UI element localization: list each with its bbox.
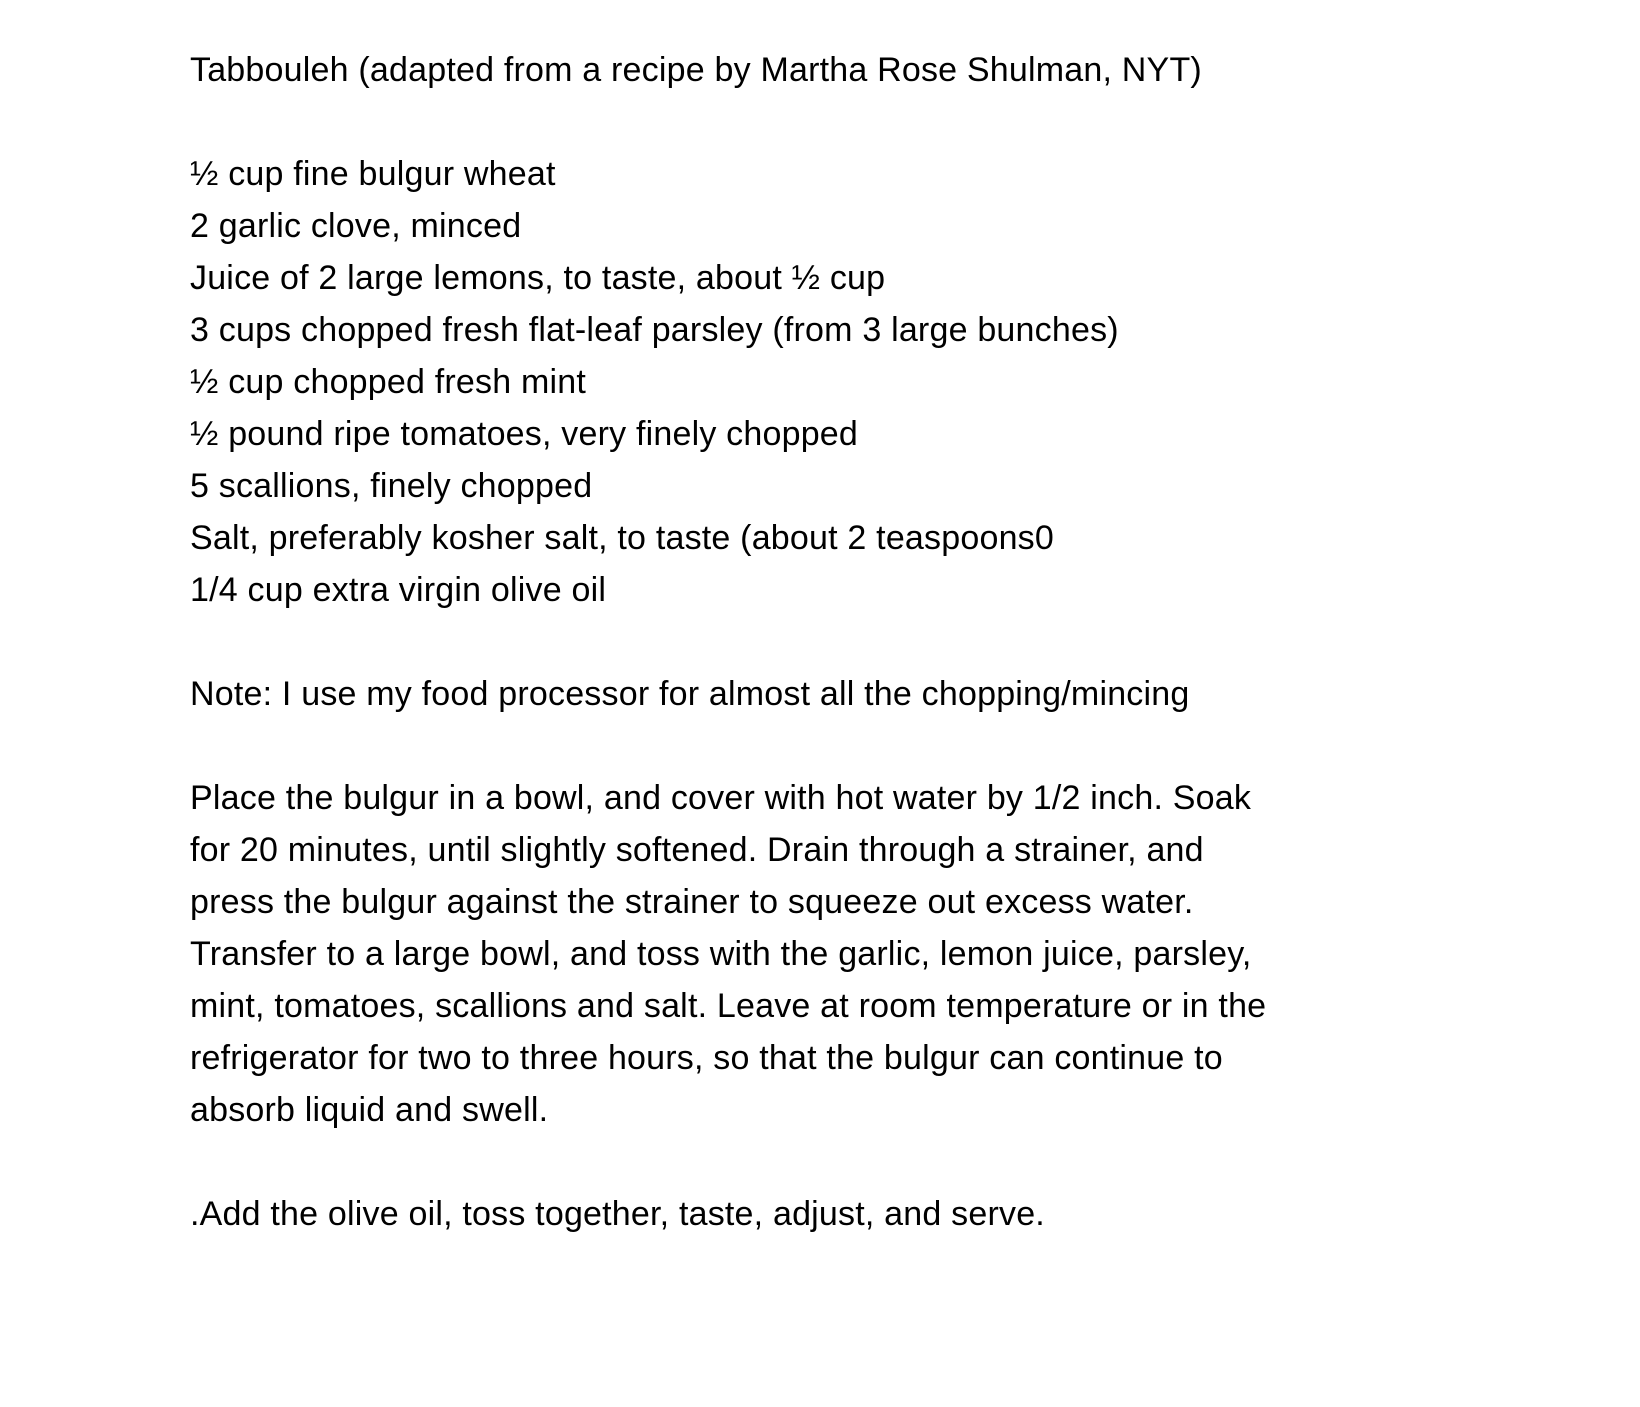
ingredient-line: 2 garlic clove, minced [190, 207, 522, 245]
instructions-line: Transfer to a large bowl, and toss with the garlic, lemon juice, parsley, [190, 935, 1252, 973]
blank-line [190, 616, 1600, 668]
ingredient-line: Salt, preferably kosher salt, to taste (about 2 teaspoons0 [190, 519, 1054, 557]
recipe-title: Tabbouleh (adapted from a recipe by Martha Rose Shulman, NYT) [190, 51, 1202, 89]
instructions-line: absorb liquid and swell. [190, 1091, 549, 1129]
blank-line [190, 720, 1600, 772]
ingredient-line: Juice of 2 large lemons, to taste, about ½ cup [190, 259, 886, 297]
ingredient-line: ½ pound ripe tomatoes, very finely chopped [190, 415, 859, 453]
instructions-line: mint, tomatoes, scallions and salt. Leave at room temperature or in the [190, 987, 1267, 1025]
instructions-line: refrigerator for two to three hours, so that the bulgur can continue to [190, 1039, 1223, 1077]
serving-line: .Add the olive oil, toss together, taste, adjust, and serve. [190, 1195, 1045, 1233]
ingredient-line: 5 scallions, finely chopped [190, 467, 593, 505]
ingredient-line: ½ cup chopped fresh mint [190, 363, 587, 401]
note-line: Note: I use my food processor for almost all the chopping/mincing [190, 675, 1190, 713]
ingredient-line: 3 cups chopped fresh flat-leaf parsley (from 3 large bunches) [190, 311, 1119, 349]
instructions-line: for 20 minutes, until slightly softened. Drain through a strainer, and [190, 831, 1204, 869]
instructions-line: press the bulgur against the strainer to squeeze out excess water. [190, 883, 1194, 921]
blank-line [190, 96, 1600, 148]
blank-line [190, 1136, 1600, 1188]
instructions-line: Place the bulgur in a bowl, and cover with hot water by 1/2 inch. Soak [190, 779, 1252, 817]
ingredient-line: ½ cup fine bulgur wheat [190, 155, 556, 193]
ingredient-line: 1/4 cup extra virgin olive oil [190, 571, 607, 609]
